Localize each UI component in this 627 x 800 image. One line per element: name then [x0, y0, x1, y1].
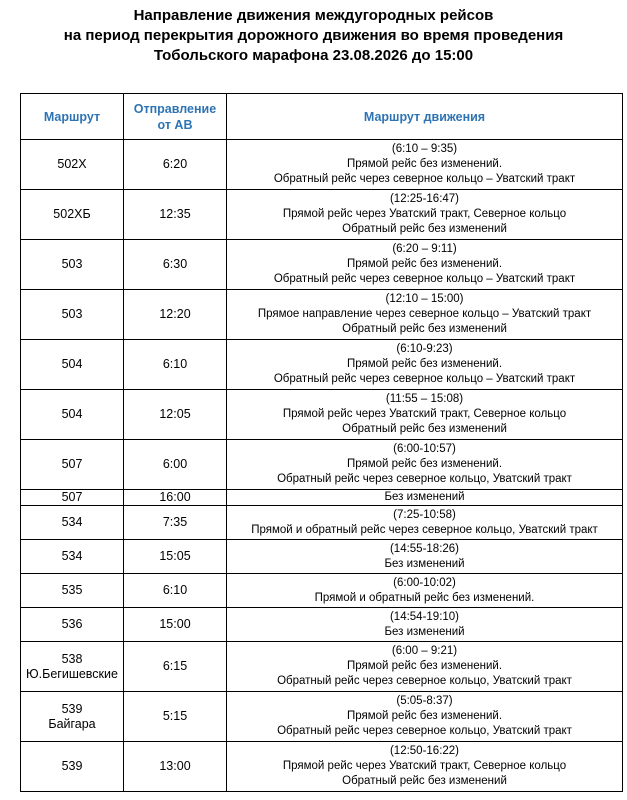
movement-text: Прямой рейс через Уватский тракт, Северное кольцо [282, 760, 567, 773]
departure-time-cell: 7:35 [124, 506, 227, 540]
movement-cell [227, 540, 623, 574]
movement-text: Обратный рейс через северное кольцо – Уватский тракт [273, 173, 576, 186]
table-row [21, 506, 623, 540]
movement-text: Прямой и обратный рейс без изменений. [314, 591, 535, 604]
departure-time-cell: 6:10 [124, 574, 227, 608]
departure-time-cell: 15:05 [124, 540, 227, 574]
movement-text: Прямой рейс без изменений. [346, 357, 503, 370]
movement-text: Прямой и обратный рейс через северное кольцо, Уватский тракт [251, 523, 598, 536]
time-range-text: (14:54-19:10) [389, 610, 460, 623]
header-movement: Маршрут движения [227, 94, 623, 140]
movement-cell [227, 642, 623, 692]
departure-time-cell: 6:30 [124, 240, 227, 290]
movement-text: Без изменений [384, 625, 465, 638]
time-range-text: (6:00-10:02) [393, 576, 456, 589]
movement-text: Обратный рейс через северное кольцо – Уватский тракт [273, 373, 576, 386]
route-number-text: 507 [61, 457, 83, 471]
route-number-text: 507 [61, 490, 83, 505]
time-range-text: (12:10 – 15:00) [385, 292, 464, 305]
table-row [21, 608, 623, 642]
route-number-text: 536 [61, 617, 83, 632]
table-row [21, 642, 623, 692]
departure-time-cell: 16:00 [124, 490, 227, 506]
time-range-text: (12:25-16:47) [389, 192, 460, 205]
route-number-text: 503 [61, 307, 83, 321]
movement-text: Прямой рейс через Уватский тракт, Северное кольцо [282, 207, 567, 220]
route-number-cell [21, 490, 124, 506]
movement-cell [227, 290, 623, 340]
route-number-text: 534 [61, 549, 83, 564]
departure-time-cell: 5:15 [124, 692, 227, 742]
departure-time-cell: 6:15 [124, 642, 227, 692]
route-number-cell [21, 574, 124, 608]
departure-time-cell: 6:20 [124, 140, 227, 190]
movement-text: Прямой рейс без изменений. [346, 710, 503, 723]
time-range-text: (14:55-18:26) [389, 542, 460, 555]
header-departure-line-1: Отправление [133, 101, 217, 116]
route-number-cell [21, 440, 124, 490]
table-row [21, 390, 623, 440]
route-number-cell [21, 608, 124, 642]
movement-text: Прямой рейс без изменений. [346, 157, 503, 170]
title-line-3: Тобольского марафона 23.08.2026 до 15:00 [153, 47, 474, 64]
time-range-text: (11:55 – 15:08) [385, 392, 464, 405]
route-number-text: 535 [61, 583, 83, 598]
header-departure-line-2: от АВ [157, 117, 193, 132]
movement-cell [227, 190, 623, 240]
time-range-text: (12:50-16:22) [389, 744, 460, 757]
movement-text: Без изменений [384, 557, 465, 570]
route-number-cell [21, 742, 124, 792]
movement-cell [227, 340, 623, 390]
table-row [21, 340, 623, 390]
route-number-text: 504 [61, 407, 83, 421]
table-row [21, 742, 623, 792]
document-title [14, 0, 614, 66]
time-range-text: (7:25-10:58) [393, 508, 456, 521]
movement-text: Без изменений [384, 491, 465, 503]
route-number-cell [21, 692, 124, 742]
route-number-text: 502Х [57, 157, 87, 171]
movement-text: Прямое направление через северное кольцо – Уватский тракт [257, 307, 592, 320]
route-number-cell [21, 506, 124, 540]
route-number-cell [21, 390, 124, 440]
route-number-text: 503 [61, 257, 83, 271]
time-range-text: (6:20 – 9:11) [392, 242, 457, 255]
route-number-text: Байгара [48, 716, 96, 731]
movement-cell [227, 692, 623, 742]
movement-cell [227, 742, 623, 792]
table-row [21, 290, 623, 340]
departure-time-cell: 12:20 [124, 290, 227, 340]
header-route: Маршрут [21, 94, 124, 140]
route-number-text: 539 [61, 759, 83, 774]
route-number-cell [21, 340, 124, 390]
departure-time-cell: 6:10 [124, 340, 227, 390]
departure-time-cell: 12:35 [124, 190, 227, 240]
table-header-row [21, 94, 623, 140]
movement-text: Обратный рейс через северное кольцо, Уватский тракт [277, 675, 572, 688]
time-range-text: (6:10 – 9:35) [391, 142, 458, 155]
table-row [21, 540, 623, 574]
movement-text: Обратный рейс через северное кольцо, Уватский тракт [277, 725, 572, 738]
table-row [21, 574, 623, 608]
movement-cell [227, 390, 623, 440]
table-row [21, 490, 623, 506]
departure-time-cell: 12:05 [124, 390, 227, 440]
route-number-cell [21, 190, 124, 240]
title-line-1: Направление движения междугородных рейсов [133, 7, 494, 24]
movement-cell [227, 140, 623, 190]
route-number-text: 504 [61, 357, 83, 371]
route-number-text: 538 [61, 651, 83, 666]
movement-text: Прямой рейс через Уватский тракт, Северное кольцо [282, 407, 567, 420]
route-number-text: 539 [61, 701, 83, 716]
route-number-text: 502ХБ [53, 207, 91, 221]
departure-time-cell: 15:00 [124, 608, 227, 642]
time-range-text: (6:00-10:57) [393, 442, 456, 455]
movement-text: Прямой рейс без изменений. [346, 257, 503, 270]
time-range-text: (5:05-8:37) [396, 694, 453, 707]
route-number-cell [21, 290, 124, 340]
movement-text: Обратный рейс без изменений [342, 775, 507, 788]
route-number-cell [21, 140, 124, 190]
movement-cell [227, 490, 623, 506]
table-row [21, 692, 623, 742]
movement-text: Обратный рейс без изменений [342, 323, 507, 336]
movement-text: Обратный рейс без изменений [342, 223, 507, 236]
title-line-2: на период перекрытия дорожного движения во время проведения [63, 27, 564, 44]
table-row [21, 190, 623, 240]
movement-text: Прямой рейс без изменений. [346, 457, 503, 470]
departure-time-cell: 6:00 [124, 440, 227, 490]
route-number-text: Ю.Бегишевские [26, 666, 118, 681]
route-number-cell [21, 642, 124, 692]
route-number-cell [21, 540, 124, 574]
route-number-text: 534 [61, 515, 83, 530]
departure-time-cell: 13:00 [124, 742, 227, 792]
time-range-text: (6:10-9:23) [396, 342, 453, 355]
movement-text: Прямой рейс без изменений. [346, 660, 503, 673]
routes-table [20, 93, 623, 792]
route-number-cell [21, 240, 124, 290]
table-body [21, 140, 623, 792]
movement-text: Обратный рейс через северное кольцо, Уватский тракт [277, 473, 572, 486]
movement-text: Обратный рейс без изменений [342, 423, 507, 436]
movement-cell [227, 240, 623, 290]
time-range-text: (6:00 – 9:21) [391, 644, 458, 657]
table-row [21, 240, 623, 290]
movement-cell [227, 506, 623, 540]
movement-text: Обратный рейс через северное кольцо – Уватский тракт [273, 273, 576, 286]
table-row [21, 440, 623, 490]
movement-cell [227, 574, 623, 608]
movement-cell [227, 608, 623, 642]
table-row [21, 140, 623, 190]
movement-cell [227, 440, 623, 490]
header-departure [124, 94, 227, 140]
